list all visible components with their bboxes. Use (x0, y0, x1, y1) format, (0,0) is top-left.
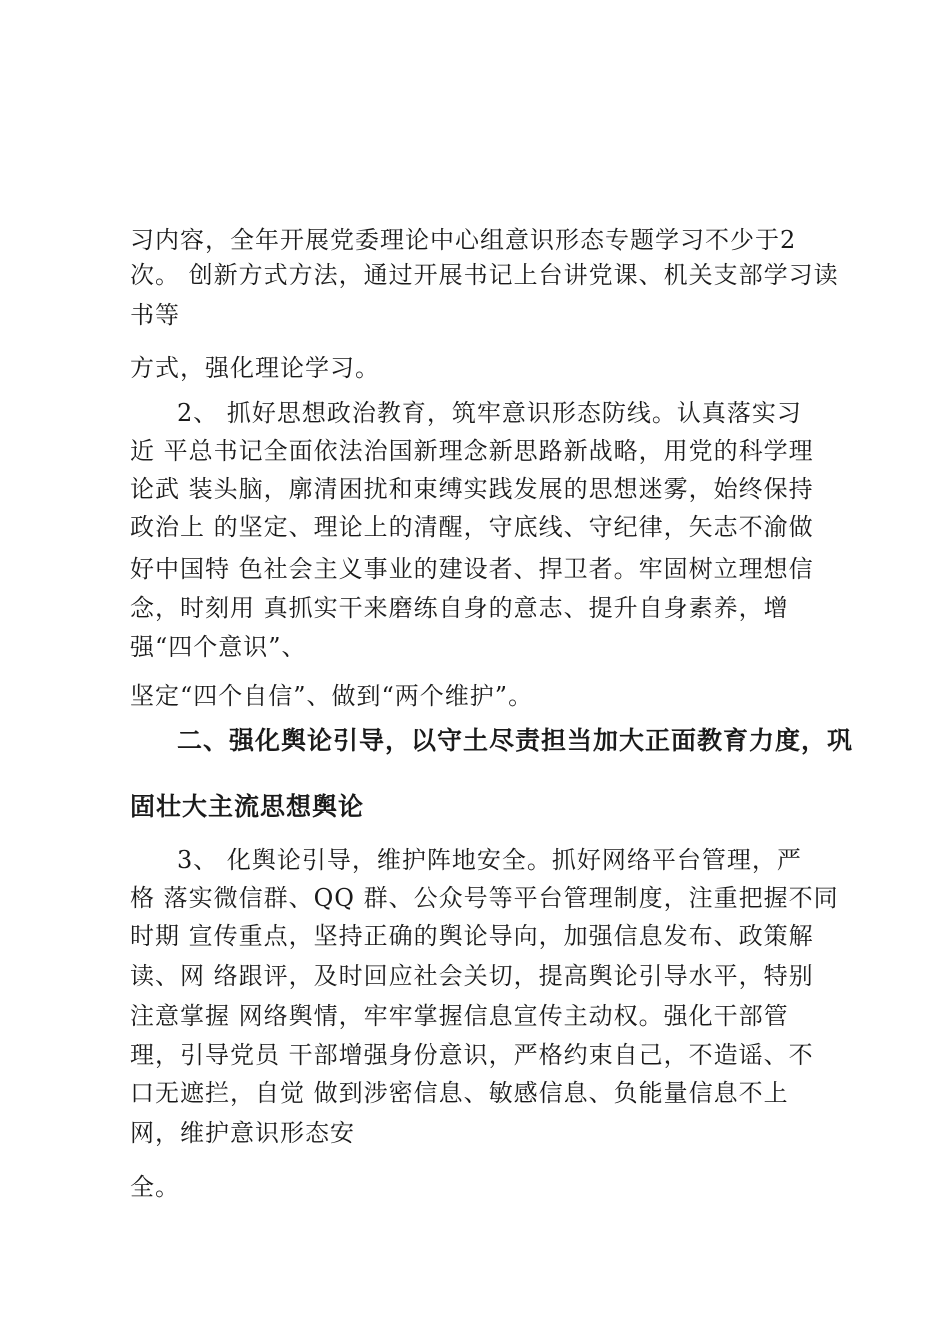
paragraph-line: 强“四个意识”、 (130, 633, 307, 661)
paragraph-line: 口无遮拦，自觉 做到涉密信息、敏感信息、负能量信息不上 (130, 1079, 789, 1107)
heading-line: 二、强化舆论引导，以守土尽责担当加大正面教育力度，巩 (177, 726, 854, 755)
paragraph-line: 理，引导党员 干部增强身份意识，严格约束自己，不造谣、不 (130, 1041, 814, 1069)
paragraph-line: 方式，强化理论学习。 (130, 354, 380, 382)
paragraph-line: 注意掌握 网络舆情，牢牢掌握信息宣传主动权。强化干部管 (130, 1002, 789, 1030)
paragraph-line: 3、 化舆论引导，维护阵地安全。抓好网络平台管理，严 (177, 846, 802, 874)
paragraph-line: 格 落实微信群、QQ 群、公众号等平台管理制度，注重把握不同 (130, 884, 839, 912)
paragraph-line: 坚定“四个自信”、做到“两个维护”。 (130, 682, 534, 710)
paragraph-line: 2、 抓好思想政治教育，筑牢意识形态防线。认真落实习 (177, 399, 802, 427)
paragraph-line: 时期 宣传重点，坚持正确的舆论导向，加强信息发布、政策解 (130, 922, 814, 950)
paragraph-line: 次。 创新方式方法，通过开展书记上台讲党课、机关支部学习读 (130, 261, 839, 289)
paragraph-line: 论武 装头脑，廓清困扰和束缚实践发展的思想迷雾，始终保持 (130, 475, 814, 503)
paragraph-line: 念，时刻用 真抓实干来磨练自身的意志、提升自身素养，增 (130, 594, 789, 622)
paragraph-line: 习内容，全年开展党委理论中心组意识形态专题学习不少于2 (130, 226, 797, 254)
paragraph-line: 书等 (130, 301, 180, 329)
paragraph-line: 近 平总书记全面依法治国新理念新思路新战略，用党的科学理 (130, 437, 814, 465)
paragraph-line: 读、网 络跟评，及时回应社会关切，提高舆论引导水平，特别 (130, 962, 814, 990)
heading-line: 固壮大主流思想舆论 (130, 792, 365, 821)
paragraph-line: 好中国特 色社会主义事业的建设者、捍卫者。牢固树立理想信 (130, 555, 814, 583)
paragraph-line: 网，维护意识形态安 (130, 1119, 355, 1147)
paragraph-line: 全。 (130, 1173, 180, 1201)
paragraph-line: 政治上 的坚定、理论上的清醒，守底线、守纪律，矢志不渝做 (130, 513, 814, 541)
